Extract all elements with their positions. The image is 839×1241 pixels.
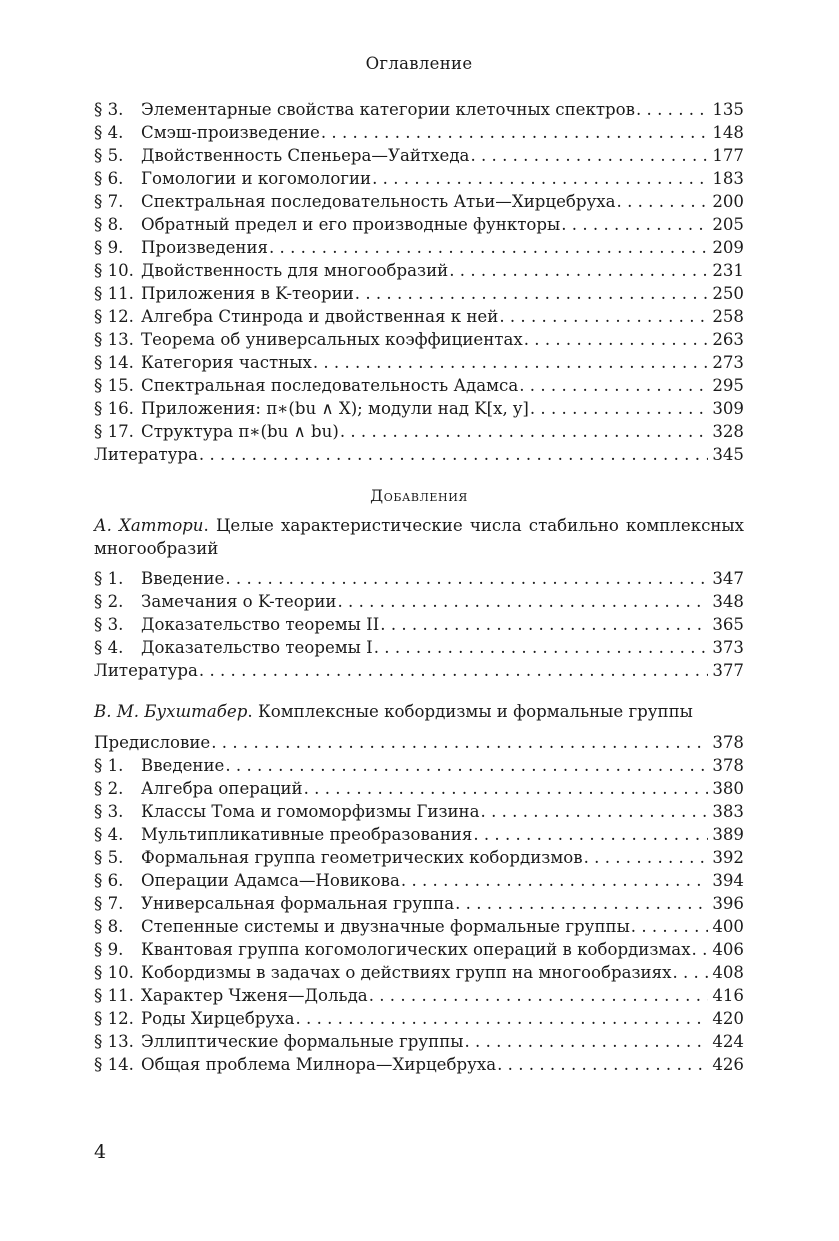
toc-entry — [94, 731, 744, 754]
toc-entry-page: 177 — [712, 146, 744, 165]
toc-entry — [94, 590, 744, 613]
toc-entry — [94, 1030, 744, 1053]
toc-entry — [94, 167, 744, 190]
toc-entry-title: Двойственность Спеньера—Уайтхеда — [141, 146, 470, 165]
toc-entry — [94, 190, 744, 213]
toc-leader-dots — [355, 282, 708, 305]
toc-entry-title: Приложения: π∗(bu ∧ X); модули над K[x, y] — [141, 399, 529, 418]
toc-entry-number: § 6. — [94, 169, 124, 188]
toc-leader-dots — [401, 869, 708, 892]
toc-entry — [94, 613, 744, 636]
toc-entry-number: § 5. — [94, 146, 124, 165]
toc-entry-title: Теорема об универсальных коэффициентах — [141, 330, 523, 349]
toc-entry-title: Доказательство теоремы I — [141, 638, 373, 657]
toc-entry-title: Литература — [94, 445, 198, 464]
part-a-toc-list — [94, 567, 744, 682]
toc-entry-title: Структура π∗(bu ∧ bu) — [141, 422, 339, 441]
toc-entry-title: Алгебра Стинрода и двойственная к ней — [141, 307, 499, 326]
toc-entry-title: Двойственность для многообразий — [141, 261, 449, 280]
toc-entry-page: 392 — [712, 848, 744, 867]
toc-entry-number: § 14. — [94, 1055, 134, 1074]
toc-entry-title: Доказательство теоремы II — [141, 615, 380, 634]
toc-entry-title: Литература — [94, 661, 198, 680]
toc-entry-page: 389 — [712, 825, 744, 844]
toc-leader-dots — [481, 800, 708, 823]
toc-entry — [94, 915, 744, 938]
toc-entry-title: Смэш-произведение — [141, 123, 320, 142]
toc-leader-dots — [199, 443, 708, 466]
toc-entry-page: 345 — [712, 445, 744, 464]
toc-entry — [94, 282, 744, 305]
toc-entry-number: § 7. — [94, 192, 124, 211]
toc-entry — [94, 754, 744, 777]
part-b-author: В. М. Бухштабер — [94, 702, 248, 721]
toc-leader-dots — [211, 731, 708, 754]
toc-entry-page: 328 — [712, 422, 744, 441]
toc-entry-number: § 14. — [94, 353, 134, 372]
toc-entry — [94, 397, 744, 420]
toc-entry — [94, 938, 744, 961]
toc-leader-dots — [499, 305, 708, 328]
toc-entry — [94, 567, 744, 590]
toc-entry-number: § 15. — [94, 376, 134, 395]
toc-entry — [94, 659, 744, 682]
toc-entry-page: 426 — [712, 1055, 744, 1074]
toc-entry-number: § 10. — [94, 963, 134, 982]
toc-entry — [94, 420, 744, 443]
toc-leader-dots — [455, 892, 708, 915]
toc-leader-dots — [295, 1007, 708, 1030]
toc-entry-page: 373 — [712, 638, 744, 657]
toc-leader-dots — [561, 213, 708, 236]
toc-leader-dots — [519, 374, 708, 397]
toc-entry — [94, 777, 744, 800]
toc-entry-page: 258 — [712, 307, 744, 326]
toc-entry-page: 424 — [712, 1032, 744, 1051]
toc-leader-dots — [225, 567, 708, 590]
toc-entry — [94, 351, 744, 374]
toc-entry-title: Общая проблема Милнора—Хирцебруха — [141, 1055, 497, 1074]
toc-entry-page: 148 — [712, 123, 744, 142]
toc-leader-dots — [470, 144, 708, 167]
toc-entry — [94, 374, 744, 397]
toc-entry-page: 348 — [712, 592, 744, 611]
toc-entry-number: § 8. — [94, 917, 124, 936]
toc-entry-page: 383 — [712, 802, 744, 821]
toc-entry-title: Характер Чженя—Дольда — [141, 986, 368, 1005]
toc-entry-title: Алгебра операций — [141, 779, 303, 798]
toc-leader-dots — [374, 636, 708, 659]
part-a-author: А. Хаттори — [94, 516, 204, 535]
toc-entry-number: § 5. — [94, 848, 124, 867]
toc-entry-number: § 13. — [94, 330, 134, 349]
toc-entry-page: 380 — [712, 779, 744, 798]
toc-leader-dots — [636, 98, 708, 121]
toc-entry — [94, 305, 744, 328]
toc-entry — [94, 1007, 744, 1030]
toc-entry-number: § 3. — [94, 100, 124, 119]
toc-entry-number: § 9. — [94, 940, 124, 959]
toc-entry-number: § 7. — [94, 894, 124, 913]
toc-leader-dots — [617, 190, 708, 213]
toc-entry-page: 250 — [712, 284, 744, 303]
toc-leader-dots — [524, 328, 708, 351]
toc-entry-number: § 3. — [94, 802, 124, 821]
toc-entry-title: Кобордизмы в задачах о действиях групп на многообразиях — [141, 963, 672, 982]
toc-entry-number: § 4. — [94, 638, 124, 657]
toc-entry-page: 378 — [712, 733, 744, 752]
toc-entry — [94, 800, 744, 823]
toc-leader-dots — [337, 590, 708, 613]
page-number: 4 — [94, 1141, 107, 1163]
toc-entry-title: Категория частных — [141, 353, 312, 372]
toc-entry-number: § 11. — [94, 284, 134, 303]
toc-entry-page: 205 — [712, 215, 744, 234]
toc-entry-number: § 2. — [94, 779, 124, 798]
toc-leader-dots — [269, 236, 708, 259]
toc-entry — [94, 892, 744, 915]
toc-entry-page: 377 — [712, 661, 744, 680]
part-b-intro — [94, 700, 744, 723]
toc-entry-page: 263 — [712, 330, 744, 349]
toc-leader-dots — [369, 984, 708, 1007]
toc-entry-page: 347 — [712, 569, 744, 588]
toc-entry — [94, 144, 744, 167]
toc-entry-title: Операции Адамса—Новикова — [141, 871, 400, 890]
toc-entry-title: Введение — [141, 756, 225, 775]
toc-entry-title: Элементарные свойства категории клеточных спектров — [141, 100, 635, 119]
toc-entry-title: Квантовая группа когомологических операций в кобордизмах — [141, 940, 691, 959]
toc-entry-page: 183 — [712, 169, 744, 188]
toc-entry-page: 200 — [712, 192, 744, 211]
part-a-intro — [94, 514, 744, 560]
toc-leader-dots — [465, 1030, 709, 1053]
toc-entry-number: § 16. — [94, 399, 134, 418]
main-toc-list — [94, 98, 744, 466]
toc-entry-title: Классы Тома и гомоморфизмы Гизина — [141, 802, 480, 821]
toc-entry-page: 231 — [712, 261, 744, 280]
toc-leader-dots — [497, 1053, 708, 1076]
toc-leader-dots — [692, 938, 708, 961]
toc-entry-number: § 12. — [94, 307, 134, 326]
toc-entry — [94, 636, 744, 659]
page-header: Оглавление — [365, 54, 473, 73]
toc-entry-page: 295 — [712, 376, 744, 395]
toc-entry-page: 400 — [712, 917, 744, 936]
toc-leader-dots — [380, 613, 708, 636]
toc-leader-dots — [199, 659, 708, 682]
toc-entry — [94, 213, 744, 236]
toc-entry-page: 396 — [712, 894, 744, 913]
toc-entry-number: § 6. — [94, 871, 124, 890]
toc-entry-page: 135 — [712, 100, 744, 119]
toc-entry-page: 394 — [712, 871, 744, 890]
toc-entry-page: 378 — [712, 756, 744, 775]
toc-entry-title: Предисловие — [94, 733, 211, 752]
toc-entry-number: § 17. — [94, 422, 134, 441]
part-b-toc-list — [94, 731, 744, 1076]
toc-entry-number: § 1. — [94, 756, 124, 775]
toc-entry-number: § 13. — [94, 1032, 134, 1051]
toc-entry-title: Замечания о K-теории — [141, 592, 337, 611]
toc-entry-title: Гомологии и когомологии — [141, 169, 372, 188]
toc-entry — [94, 984, 744, 1007]
toc-entry-title: Спектральная последовательность Адамса — [141, 376, 519, 395]
toc-entry — [94, 98, 744, 121]
toc-leader-dots — [313, 351, 708, 374]
toc-leader-dots — [340, 420, 708, 443]
toc-entry — [94, 823, 744, 846]
toc-entry — [94, 259, 744, 282]
toc-entry-number: § 11. — [94, 986, 134, 1005]
toc-entry-number: § 4. — [94, 825, 124, 844]
toc-leader-dots — [225, 754, 708, 777]
toc-leader-dots — [304, 777, 708, 800]
toc-entry — [94, 443, 744, 466]
toc-entry-number: § 9. — [94, 238, 124, 257]
toc-entry-title: Степенные системы и двузначные формальные группы — [141, 917, 630, 936]
toc-entry-title: Роды Хирцебруха — [141, 1009, 295, 1028]
toc-entry-title: Эллиптические формальные группы — [141, 1032, 464, 1051]
toc-entry-number: § 10. — [94, 261, 134, 280]
toc-leader-dots — [321, 121, 708, 144]
toc-entry-number: § 8. — [94, 215, 124, 234]
toc-entry-page: 408 — [712, 963, 744, 982]
toc-entry-title: Спектральная последовательность Атьи—Хирцебруха — [141, 192, 616, 211]
toc-leader-dots — [530, 397, 708, 420]
additions-heading: Добавления — [370, 486, 468, 505]
toc-entry-number: § 1. — [94, 569, 124, 588]
toc-entry-page: 309 — [712, 399, 744, 418]
toc-leader-dots — [372, 167, 708, 190]
toc-leader-dots — [672, 961, 708, 984]
toc-entry-title: Приложения в K-теории — [141, 284, 354, 303]
toc-entry-title: Произведения — [141, 238, 268, 257]
toc-entry-number: § 4. — [94, 123, 124, 142]
toc-leader-dots — [449, 259, 708, 282]
toc-entry-title: Универсальная формальная группа — [141, 894, 455, 913]
toc-entry-number: § 12. — [94, 1009, 134, 1028]
toc-entry — [94, 1053, 744, 1076]
toc-entry-page: 416 — [712, 986, 744, 1005]
toc-entry-title: Мультипликативные преобразования — [141, 825, 473, 844]
part-a-title: . Целые характеристические числа стабильно комплексных многообразий — [94, 516, 744, 558]
toc-entry-page: 365 — [712, 615, 744, 634]
toc-leader-dots — [473, 823, 708, 846]
toc-entry-number: § 2. — [94, 592, 124, 611]
toc-entry-page: 273 — [712, 353, 744, 372]
toc-leader-dots — [584, 846, 708, 869]
toc-entry-title: Обратный предел и его производные функторы — [141, 215, 561, 234]
part-b-title: . Комплексные кобордизмы и формальные группы — [247, 702, 693, 721]
toc-entry — [94, 121, 744, 144]
toc-entry — [94, 236, 744, 259]
toc-entry-number: § 3. — [94, 615, 124, 634]
toc-entry — [94, 869, 744, 892]
toc-entry-page: 209 — [712, 238, 744, 257]
toc-entry-title: Введение — [141, 569, 225, 588]
toc-leader-dots — [631, 915, 708, 938]
toc-entry — [94, 846, 744, 869]
toc-entry — [94, 961, 744, 984]
toc-entry-page: 420 — [712, 1009, 744, 1028]
toc-entry-title: Формальная группа геометрических кобордизмов — [141, 848, 583, 867]
toc-entry-page: 406 — [712, 940, 744, 959]
toc-entry — [94, 328, 744, 351]
